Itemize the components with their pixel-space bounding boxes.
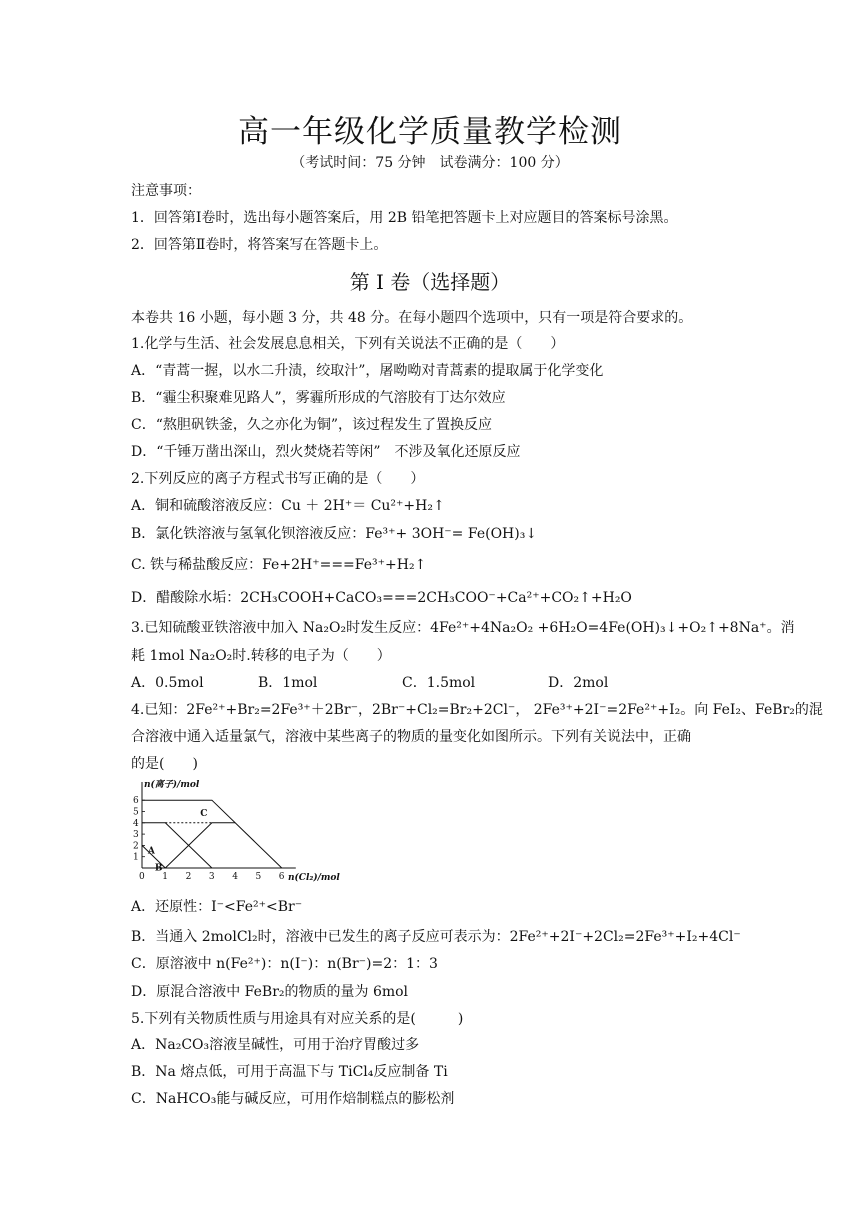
ion-amount-chart [128, 776, 344, 888]
question-stem-cont: 耗 1mol Na₂O₂时.转移的电子为（ ） [131, 648, 391, 664]
x-tick-label: 0 [139, 872, 145, 882]
x-tick-label: 2 [185, 872, 192, 882]
y-tick-label: 3 [133, 830, 139, 841]
note-item: 1．回答第Ⅰ卷时，选出每小题答案后，用 2B 铅笔把答题卡上对应题目的答案标号涂黑。 [131, 210, 678, 226]
option-b: B．1mol [258, 675, 318, 691]
question-stem-cont: 合溶液中通入适量氯气，溶液中某些离子的物质的量变化如图所示。下列有关说法中，正确 [131, 729, 691, 745]
y-tick-label: 2 [133, 841, 139, 852]
section-intro: 本卷共 16 小题，每小题 3 分，共 48 分。在每小题四个选项中，只有一项是符合要求的。 [131, 310, 693, 326]
option-c: C. 铁与稀盐酸反应：Fe+2H⁺===Fe³⁺+H₂↑ [131, 557, 427, 573]
option-c: C．“熬胆矾铁釜，久之亦化为铜”，该过程发生了置换反应 [131, 417, 493, 433]
option-a: A．铜和硫酸溶液反应：Cu ＋ 2H⁺＝ Cu²⁺+H₂↑ [131, 498, 445, 514]
y-tick-label: 1 [133, 852, 139, 863]
option-d: D．2mol [548, 675, 609, 691]
series-line [142, 800, 282, 868]
curve-label: B [154, 863, 163, 874]
option-d: D．“千锤万凿出深山，烈火焚烧若等闲” 不涉及氧化还原反应 [131, 444, 521, 460]
x-tick-label: 3 [208, 872, 215, 882]
curve-label: A [147, 846, 155, 857]
option-a: A．还原性：I⁻<Fe²⁺<Br⁻ [131, 899, 303, 915]
option-d: D．醋酸除水垢：2CH₃COOH+CaCO₃===2CH₃COO⁻+Ca²⁺+CO₂↑+H₂O [131, 590, 632, 606]
option-d: D．原混合溶液中 FeBr₂的物质的量为 6mol [131, 984, 409, 1000]
question-stem: 2.下列反应的离子方程式书写正确的是（ ） [131, 471, 425, 487]
series-line [165, 823, 235, 868]
x-tick-label: 4 [232, 872, 238, 882]
option-a: A．Na₂CO₃溶液呈碱性，可用于治疗胃酸过多 [131, 1037, 420, 1053]
note-item: 2．回答第Ⅱ卷时，将答案写在答题卡上。 [131, 237, 388, 253]
y-tick-label: 4 [133, 818, 139, 829]
question-stem: 5.下列有关物质性质与用途具有对应关系的是( ) [131, 1011, 464, 1027]
x-axis-label: n(Cl₂)/mol [288, 873, 340, 883]
question-stem: 1.化学与生活、社会发展息息相关，下列有关说法不正确的是（ ） [131, 336, 565, 352]
curve-label: C [200, 809, 208, 820]
option-b: B．当通入 2molCl₂时，溶液中已发生的离子反应可表示为：2Fe²⁺+2I⁻+2Cl₂=2Fe³⁺+I₂+4Cl⁻ [131, 929, 741, 945]
option-b: B．“霾尘积聚难见路人”，雾霾所形成的气溶胶有丁达尔效应 [131, 390, 506, 406]
option-b: B．氯化铁溶液与氢氧化钡溶液反应：Fe³⁺+ 3OH⁻= Fe(OH)₃↓ [131, 526, 538, 542]
question-stem: 3.已知硫酸亚铁溶液中加入 Na₂O₂时发生反应：4Fe²⁺+4Na₂O₂ +6H₂O=4Fe(OH)₃↓+O₂↑+8Na⁺。消 [131, 620, 795, 636]
question-stem-cont: 的是( ) [131, 756, 198, 772]
y-tick-label: 6 [133, 796, 139, 807]
x-tick-label: 1 [162, 872, 169, 882]
question-stem: 4.已知：2Fe²⁺+Br₂=2Fe³⁺＋2Br⁻，2Br⁻+Cl₂=Br₂+2Cl⁻， 2Fe³⁺+2I⁻=2Fe²⁺+I₂。向 FeI₂、FeBr₂的混 [131, 702, 823, 718]
x-tick-label: 5 [255, 872, 262, 882]
option-c: C．NaHCO₃能与碱反应，可用作焙制糕点的膨松剂 [131, 1091, 455, 1107]
option-c: C．1.5mol [402, 675, 476, 691]
option-a: A．“青蒿一握，以水二升渍，绞取汁”，屠呦呦对青蒿素的提取属于化学变化 [131, 363, 604, 379]
option-c: C．原溶液中 n(Fe²⁺)：n(I⁻)：n(Br⁻)=2：1：3 [131, 956, 438, 972]
y-axis-label: n(离子)/mol [144, 780, 200, 790]
option-a: A．0.5mol [131, 675, 204, 691]
x-tick-label: 6 [278, 872, 285, 882]
page-title: 高一年级化学质量教学检测 [238, 114, 622, 150]
exam-info: （考试时间：75 分钟 试卷满分：100 分） [291, 155, 569, 171]
notes-heading: 注意事项： [131, 183, 201, 199]
section-title: 第 I 卷（选择题） [349, 270, 511, 294]
option-b: B．Na 熔点低，可用于高温下与 TiCl₄反应制备 Ti [131, 1064, 448, 1080]
y-tick-label: 5 [133, 807, 139, 818]
